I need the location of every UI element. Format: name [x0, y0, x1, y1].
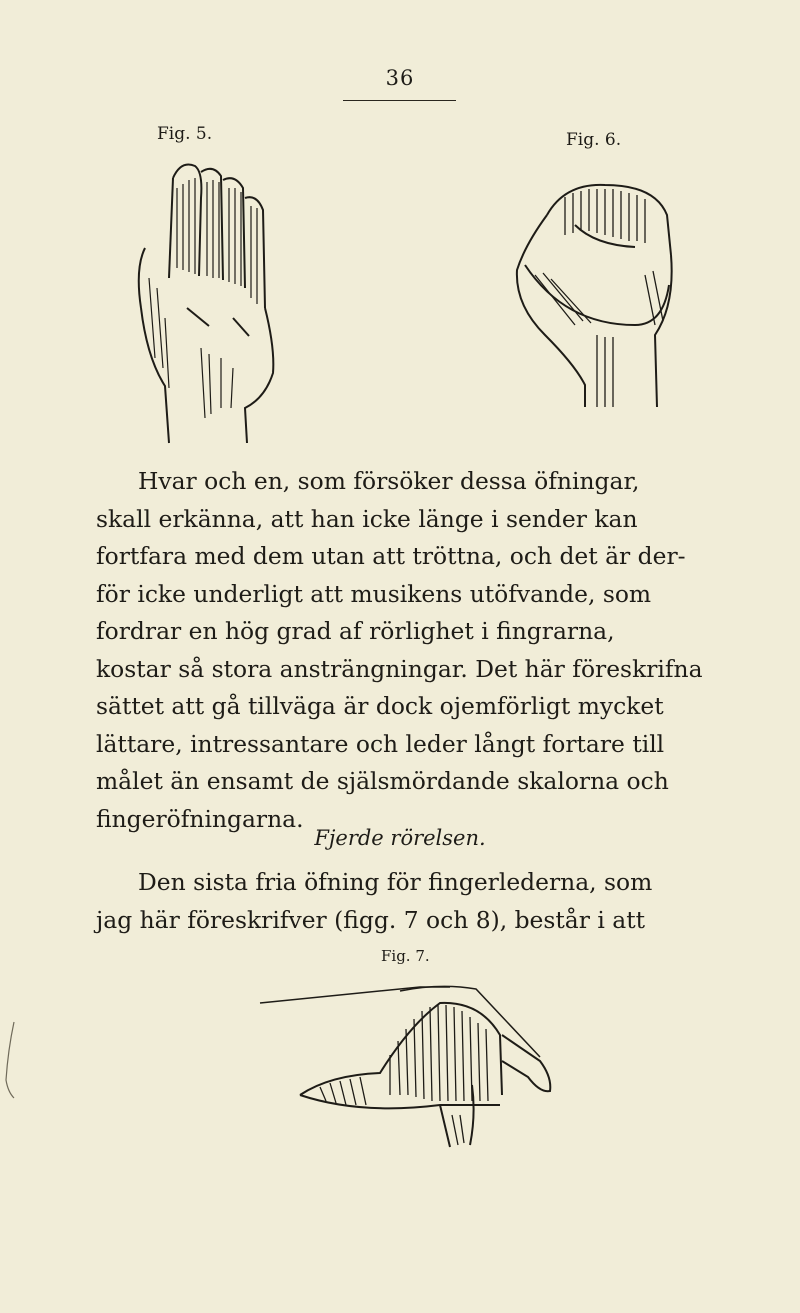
figure-6-caption: Fig. 6.	[566, 130, 622, 150]
paragraph-1-line: för icke underligt att musikens utöfvande, som	[96, 579, 652, 608]
paragraph-2-line: Den sista fria öfning för fingerlederna, som	[138, 868, 653, 896]
section-heading: Fjerde rörelsen.	[314, 826, 486, 850]
paragraph-2-line: jag här föreskrifver (figg. 7 och 8), består i att	[96, 905, 646, 934]
header-rule	[343, 100, 456, 101]
paragraph-2	[96, 864, 726, 939]
paragraph-1-line: fordrar en hög grad af rörlighet i fingrarna,	[96, 617, 615, 645]
paragraph-1-line: sättet att gå tillväga är dock ojemförligt mycket	[96, 692, 664, 720]
paragraph-1-line: kostar så stora ansträngningar. Det här föreskrifna	[96, 654, 703, 683]
paragraph-1-line: lättare, intressantare och leder långt fortare till	[96, 729, 665, 758]
margin-mark	[0, 1020, 20, 1100]
page-number: 36	[385, 66, 415, 90]
paragraph-1-line: målet än ensamt de själsmördande skalorna och	[96, 767, 669, 795]
paragraph-1-line: Hvar och en, som försöker dessa öfningar,	[138, 467, 640, 495]
paragraph-1-line: skall erkänna, att han icke länge i sender kan	[96, 504, 638, 533]
paragraph-1-line: fingeröfningarna.	[96, 804, 304, 833]
raised-hand-illustration-icon	[125, 158, 295, 448]
closed-fist-illustration-icon	[505, 175, 685, 410]
figure-5-caption: Fig. 5.	[157, 124, 213, 144]
paragraph-1-line: fortfara med dem utan att tröttna, och det är der-	[96, 542, 686, 570]
paragraph-1	[96, 463, 726, 838]
hand-on-keyboard-illustration-icon	[240, 965, 580, 1150]
figure-7-caption: Fig. 7.	[381, 947, 430, 965]
